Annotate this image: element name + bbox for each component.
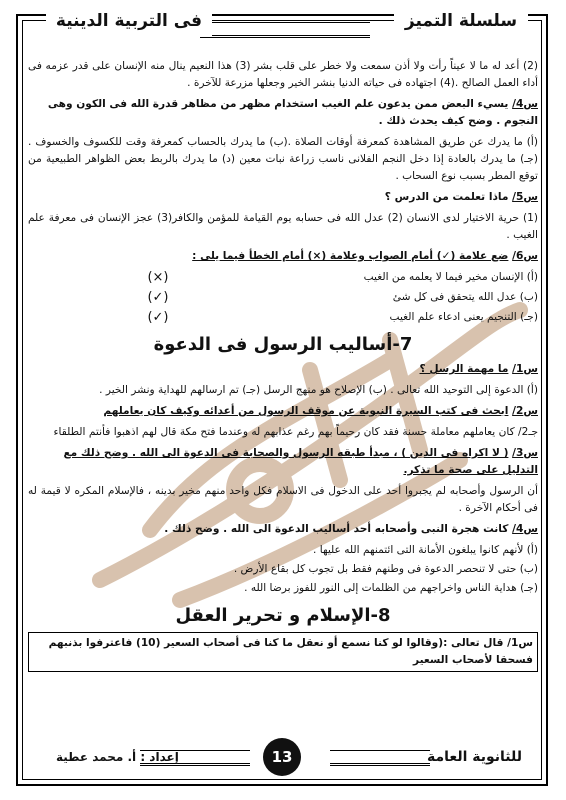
s7-question-2 (28, 403, 538, 420)
s7-answer-1: (أ) الدعوة إلى التوحيد الله تعالى . (ب) الإصلاح هو منهج الرسل (جـ) تم ارسالهم للهداية ونشر الخير . (99, 384, 538, 396)
s7-answer-3: أن الرسول وأصحابه لم يجبروا أحد على الدخول فى الاسلام فكل واحد منهم مخير بدينه ، فالإسلام المكره لا قيمة له فى أحكام الآخرة . (28, 485, 538, 514)
tf-item-text: (أ) الإنسان مخير فيما لا يعلمه من الغيب (363, 271, 538, 283)
question-text: قال تعالى :(وقالوا لو كنا نسمع أو نعقل ما كنا فى أصحاب السعير (10) فاعترفوا بذنبهم فسحقا لأصحاب السعير (48, 637, 533, 666)
footer-divider-right (330, 750, 430, 766)
tf-item-text: (جـ) التنجيم يعنى ادعاء علم الغيب (389, 311, 538, 323)
tf-item-text: (ب) عدل الله يتحقق فى كل شئ (392, 291, 538, 303)
s7-answer-4b: (ب) حتى لا تنحصر الدعوة فى وطنهم فقط بل تجوب كل بقاع الأرض . (233, 563, 538, 575)
question-5 (28, 189, 538, 206)
section-8-title: 8-الإسلام و تحرير العقل (175, 605, 391, 626)
question-6 (28, 248, 538, 265)
question-text: ابحث فى كتب السيرة النبوية عن موقف الرسول من أعدائه وكيف كان يعاملهم (103, 405, 509, 417)
question-text: ما مهمة الرسل ؟ (419, 363, 509, 375)
question-text: ( لا اكراه فى الدين ) ، مبدأ طبقه الرسول والصحابة فى الدعوة الى الله . وضح ذلك مع التدليل على صحة ما تذكر. (63, 447, 538, 476)
question-number: س4/ (512, 523, 538, 535)
subject-title: فى التربية الدينية (46, 6, 212, 36)
question-number: س2/ (512, 405, 538, 417)
series-title: سلسلة التميز (394, 6, 528, 36)
page-number: 13 (263, 738, 301, 776)
question-text: كانت هجرة النبى وأصحابه أحد أساليب الدعوة الى الله . وضح ذلك . (164, 523, 509, 535)
tf-item (138, 289, 538, 306)
tf-item (138, 309, 538, 326)
s7-question-1 (28, 361, 538, 378)
tf-item-mark: (×) (147, 270, 169, 285)
question-number: س3/ (512, 447, 538, 459)
answer-5: (1) حرية الاختيار لدى الانسان (2) عدل الله فى حسابه يوم القيامة للمؤمن والكافر(3) عجز الإنسان فى معرفة علم الغيب . (28, 212, 539, 241)
header-divider (200, 22, 370, 38)
top-paragraph: (2) أعد له ما لا عيناً رأت ولا أذن سمعت ولا خطر على قلب بشر (3) هذا النعيم ينال منه الإنسان على قدر عزمه فى أداء العمل الصالح .(4) اجتهاده فى حياته الدنيا بنشر الخير وجعلها مزرعة للآخرة . (28, 60, 538, 89)
question-text: ماذا تعلمت من الدرس ؟ (384, 191, 509, 203)
question-text: ضع علامة (✓) أمام الصواب وعلامة (×) أمام الخطأ فيما يلى : (192, 250, 509, 262)
tf-item-mark: (✓) (147, 290, 169, 305)
tf-item (138, 269, 538, 286)
s7-answer-2: جـ2/ كان يعاملهم معاملة حسنة فقد كان رحيماً بهم رغم عذابهم له وعندما فتح مكة قال لهم اذهبوا فأنتم الطلقاء (53, 426, 538, 438)
author-credit: إعداد : أ. محمد عطية (56, 750, 179, 764)
answer-4: (أ) ما يدرك عن طريق المشاهدة كمعرفة أوقات الصلاة .(ب) ما يدرك بالحساب كمعرفة وقت للكسوف والخسوف .(جـ) ما يدرك بالعادة إذا دخل النجم الفلانى ناسب زراعة نبات معين (د) ما يدرك بالربط بعض الظواهر الطبيعية من توقع المطر بسبب نوع السحاب . (28, 136, 538, 182)
question-number: س6/ (512, 250, 538, 262)
s7-question-4 (28, 521, 538, 538)
s7-question-3 (28, 445, 538, 479)
question-4 (28, 96, 538, 130)
s8-question-1 (28, 632, 538, 672)
question-number: س5/ (512, 191, 538, 203)
question-number: س4/ (512, 98, 538, 110)
s7-answer-4a: (أ) لأنهم كانوا يبلغون الأمانة التى ائتمنهم الله عليها . (312, 544, 538, 556)
s7-answer-4c: (جـ) هداية الناس واخراجهم من الظلمات إلى النور للفوز برضا الله . (244, 582, 538, 594)
question-text: يسيء البعض ممن يدعون علم الغيب استخدام مظهر من مظاهر قدرة الله فى الكون وهى النجوم . وضح كيف يحدث ذلك . (47, 98, 538, 127)
question-number: س1/ (507, 637, 533, 649)
grade-label: للثانوية العامة (427, 749, 522, 765)
question-number: س1/ (512, 363, 538, 375)
tf-item-mark: (✓) (147, 310, 169, 325)
section-7-title: 7-أساليب الرسول فى الدعوة (153, 334, 413, 355)
